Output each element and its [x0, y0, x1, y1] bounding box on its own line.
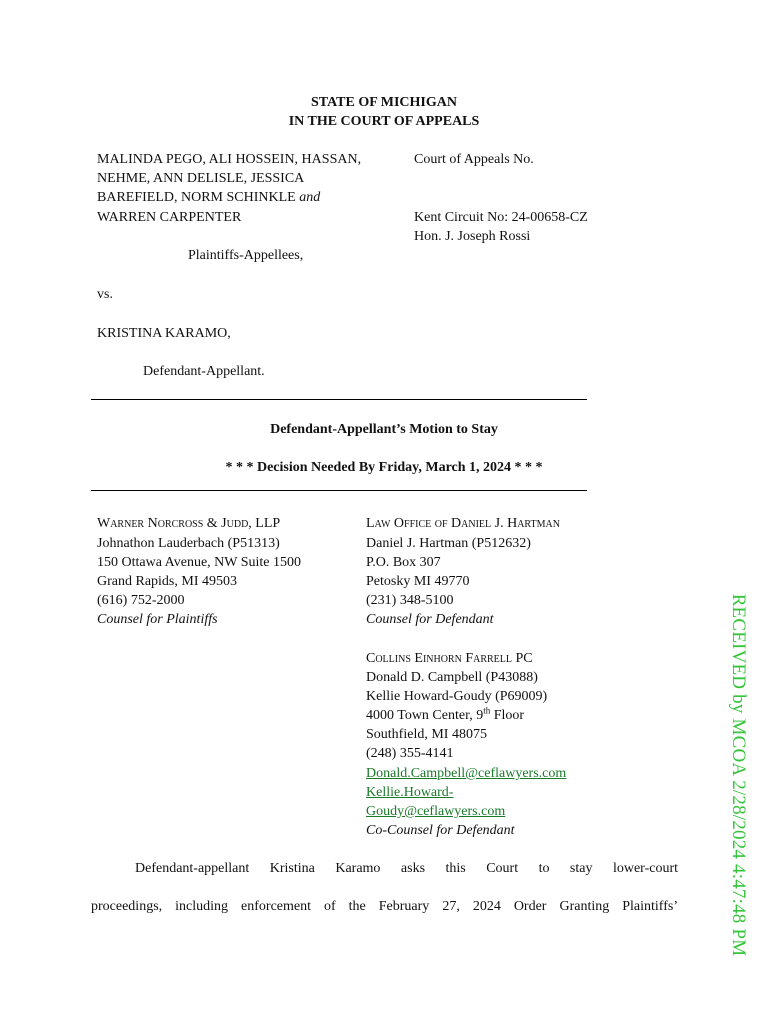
plaintiffs-line-1: MALINDA PEGO, ALI HOSSEIN, HASSAN, — [97, 152, 362, 167]
email-link-campbell[interactable]: Donald.Campbell@ceflawyers.com — [366, 766, 567, 781]
plaintiff-counsel-role: Counsel for Plaintiffs — [97, 612, 218, 627]
case-number-label: Court of Appeals No. — [414, 152, 534, 167]
motion-title: Defendant-Appellant’s Motion to Stay — [270, 422, 498, 437]
plaintiffs-line-2: NEHME, ANN DELISLE, JESSICA — [97, 171, 305, 186]
decision-deadline: * * * Decision Needed By Friday, March 1, 2024 * * * — [225, 460, 543, 475]
plaintiff-counsel-phone: (616) 752-2000 — [97, 593, 185, 608]
email-link-howard-goudy-part-1[interactable]: Kellie.Howard- — [366, 785, 454, 800]
defendant-counsel-firm: Law Office of Daniel J. Hartman — [366, 516, 560, 531]
court-name-heading: IN THE COURT OF APPEALS — [288, 114, 480, 129]
body-paragraph-line-1: Defendant-appellant Kristina Karamo asks this Court to stay lower-court — [135, 861, 678, 876]
judge-name: Hon. J. Joseph Rossi — [414, 229, 531, 244]
defendant-role: Defendant-Appellant. — [143, 364, 265, 379]
plaintiffs-line-3 — [97, 188, 320, 208]
plaintiff-counsel-address-1: 150 Ottawa Avenue, NW Suite 1500 — [97, 555, 302, 570]
email-link-howard-goudy-part-2[interactable]: Goudy@ceflawyers.com — [366, 804, 506, 819]
defendant-counsel-address-2: Petosky MI 49770 — [366, 574, 470, 589]
defendant-counsel-attorney: Daniel J. Hartman (P512632) — [366, 536, 531, 551]
circuit-number: Kent Circuit No: 24-00658-CZ — [414, 210, 588, 225]
plaintiffs-role: Plaintiffs-Appellees, — [188, 248, 304, 263]
plaintiffs-line-4: WARREN CARPENTER — [97, 210, 242, 225]
defendant-counsel-phone: (231) 348-5100 — [366, 593, 454, 608]
plaintiffs-line-3-text: BAREFIELD, NORM SCHINKLE — [97, 190, 296, 205]
co-counsel-address-1-text: 4000 Town Center, 9 — [366, 708, 484, 723]
defendant-counsel-address-1: P.O. Box 307 — [366, 555, 441, 570]
co-counsel-attorney-2: Kellie Howard-Goudy (P69009) — [366, 689, 548, 704]
title-divider — [91, 490, 587, 491]
received-stamp: RECEIVED by MCOA 2/28/2024 4:47:48 PM — [728, 593, 749, 957]
defendant-counsel-role: Counsel for Defendant — [366, 612, 494, 627]
co-counsel-phone: (248) 355-4141 — [366, 746, 454, 761]
court-state-heading: STATE OF MICHIGAN — [311, 95, 457, 110]
and-conjunction: and — [299, 190, 321, 205]
body-paragraph-line-2: proceedings, including enforcement of the February 27, 2024 Order Granting Plaintiffs’ — [91, 899, 678, 914]
co-counsel-address-2: Southfield, MI 48075 — [366, 727, 487, 742]
ordinal-suffix: th — [483, 705, 491, 716]
co-counsel-attorney-1: Donald D. Campbell (P43088) — [366, 670, 538, 685]
plaintiff-counsel-firm: Warner Norcross & Judd, LLP — [97, 516, 281, 531]
defendant-name: KRISTINA KARAMO, — [97, 326, 231, 341]
co-counsel-address-1 — [366, 706, 524, 726]
co-counsel-role: Co-Counsel for Defendant — [366, 823, 515, 838]
co-counsel-address-1-floor: Floor — [490, 708, 525, 723]
co-counsel-firm: Collins Einhorn Farrell PC — [366, 651, 533, 666]
plaintiff-counsel-attorney: Johnathon Lauderbach (P51313) — [97, 536, 280, 551]
plaintiff-counsel-address-2: Grand Rapids, MI 49503 — [97, 574, 237, 589]
versus-label: vs. — [97, 287, 113, 302]
caption-divider — [91, 399, 587, 400]
